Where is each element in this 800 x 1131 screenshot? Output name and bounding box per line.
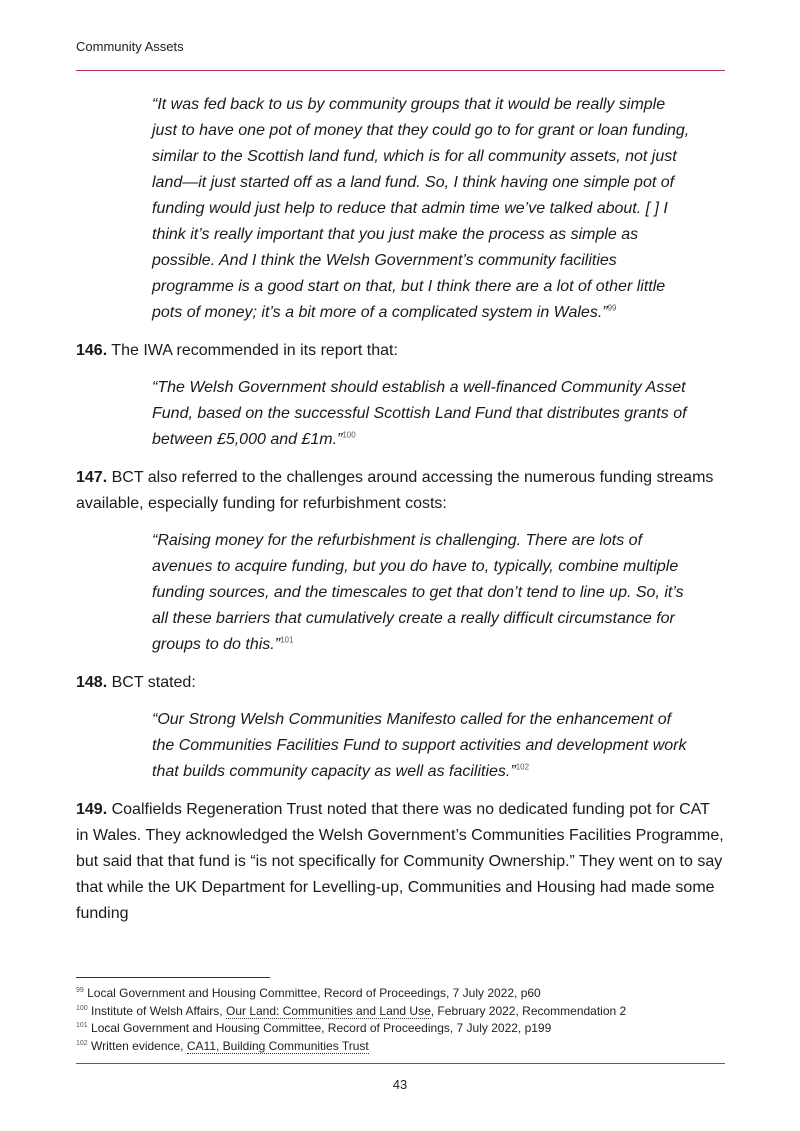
paragraph-147 [76, 465, 725, 517]
footnotes [76, 985, 725, 1055]
paragraph-text: The IWA recommended in its report that: [107, 342, 398, 359]
quote-text: “The Welsh Government should establish a well-financed Community Asset Fund, based on the successful Scottish Land Fund that distributes grants of between £5,000 and £1m.” [152, 379, 687, 448]
paragraph-148 [76, 670, 725, 696]
header-divider [76, 70, 725, 71]
main-content [76, 92, 725, 938]
footnote-text: Local Government and Housing Committee, Record of Proceedings, 7 July 2022, p60 [83, 986, 541, 1000]
footnote-text: Written evidence, [87, 1038, 187, 1053]
footnote-link[interactable]: CA11, Building Communities Trust [186, 1038, 369, 1053]
footnote-item [76, 1020, 725, 1038]
footnote-text: Local Government and Housing Committee, Record of Proceedings, 7 July 2022, p199 [87, 1021, 552, 1035]
footnote-text: Institute of Welsh Affairs, [87, 1003, 226, 1018]
paragraph-number: 148. [76, 674, 108, 691]
paragraph-text: BCT also referred to the challenges around accessing the numerous funding streams available, especially funding for refurbishment costs: [76, 469, 714, 512]
paragraph-text: Coalfields Regeneration Trust noted that there was no dedicated funding pot for CAT in Wales. They acknowledged the Welsh Government’s Communities Facilities Programme, but said that that fund is “is not specifically for Community Ownership.” They went on to say that while the UK Department for Levelling-up, Communities and Housing had made some funding [76, 801, 724, 922]
quote-text: “It was fed back to us by community groups that it would be really simple just to have one pot of money that they could go to for grant or loan funding, similar to the Scottish land fund, which is for all community assets, not just land—it just started off as a land fund. So, I think having one simple pot of funding would just help to reduce that admin time we’ve talked about. [ ] I think it’s really important that you just make the process as simple as possible. And I think the Welsh Government’s community facilities programme is a good start on that, but I think there are a lot of other little pots of money; it’s a bit more of a complicated system in Wales.” [152, 96, 690, 321]
footnote-text: , February 2022, Recommendation 2 [430, 1003, 627, 1018]
quote-block [152, 707, 692, 785]
footnote-number: 101 [76, 1022, 88, 1029]
paragraph-number: 146. [76, 342, 108, 359]
quote-block [152, 528, 692, 658]
quote-block [152, 92, 692, 326]
footnote-link[interactable]: Our Land: Communities and Land Use [225, 1003, 431, 1018]
footnote-ref[interactable]: 102 [515, 762, 530, 772]
footnote-number: 102 [76, 1039, 88, 1047]
footnote-ref[interactable]: 100 [342, 430, 356, 440]
paragraph-text: BCT stated: [107, 674, 196, 691]
page-number: 43 [392, 1077, 408, 1092]
footnote-ref[interactable]: 101 [280, 635, 294, 645]
paragraph-number: 147. [76, 469, 108, 486]
paragraph-149 [76, 797, 725, 927]
footnote-divider [76, 977, 270, 978]
running-header-title: Community Assets [76, 39, 184, 54]
quote-text: “Raising money for the refurbishment is challenging. There are lots of avenues to acquire funding, but you do have to, typically, combine multiple funding sources, and the timescales to get that don’t tend to line up. So, it’s all these barriers that cumulatively create a really difficult circumstance for groups to do this.” [152, 532, 684, 653]
quote-block [152, 375, 692, 453]
paragraph-number: 149. [76, 801, 108, 818]
footnote-item [76, 1038, 725, 1056]
footnote-number: 100 [76, 1004, 88, 1012]
footnote-item [76, 985, 725, 1003]
footnote-item [76, 1003, 725, 1021]
footnote-ref[interactable]: 99 [607, 303, 617, 313]
footnote-number: 99 [76, 987, 84, 994]
paragraph-146 [76, 338, 725, 364]
footer-divider [76, 1063, 725, 1064]
quote-text: “Our Strong Welsh Communities Manifesto called for the enhancement of the Communities Facilities Fund to support activities and development work that builds community capacity as well as facilities.” [152, 711, 687, 780]
